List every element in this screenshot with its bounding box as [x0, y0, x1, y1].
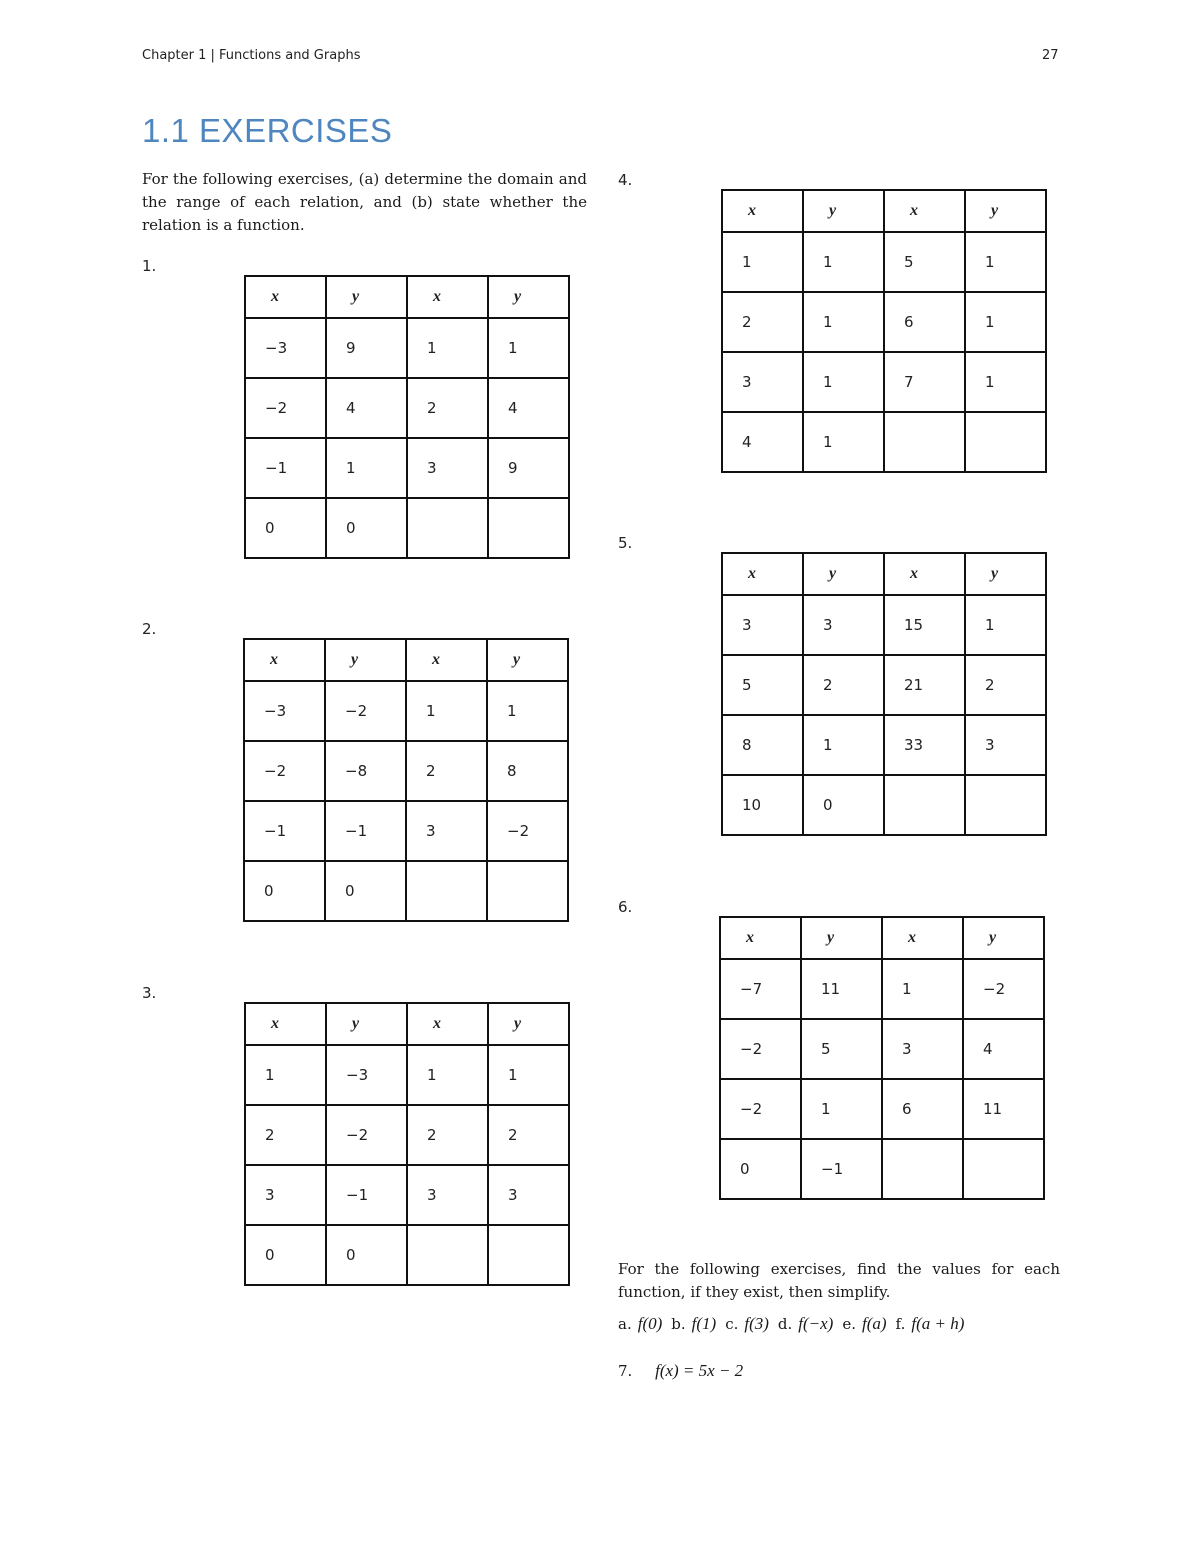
exercise-number: 6. — [618, 898, 633, 916]
table-cell — [488, 498, 569, 558]
column-header: y — [803, 190, 884, 232]
table-cell: 1 — [803, 352, 884, 412]
column-header: y — [487, 639, 568, 681]
column-header: x — [722, 190, 803, 232]
table-cell: 2 — [722, 292, 803, 352]
table-cell: 2 — [965, 655, 1046, 715]
table-cell — [882, 1139, 963, 1199]
column-header: x — [245, 1003, 326, 1045]
table-cell — [488, 1225, 569, 1285]
table-cell: −2 — [720, 1019, 801, 1079]
table-cell: 9 — [488, 438, 569, 498]
table-cell: 3 — [245, 1165, 326, 1225]
table-cell: 2 — [488, 1105, 569, 1165]
table-cell: −1 — [245, 438, 326, 498]
table-cell: 1 — [965, 292, 1046, 352]
table-row — [720, 959, 1044, 1019]
column-header: y — [803, 553, 884, 595]
table-cell: 15 — [884, 595, 965, 655]
table-cell: 1 — [406, 681, 487, 741]
choice-expression: f(a + h) — [911, 1314, 965, 1333]
table-cell: 1 — [803, 715, 884, 775]
table-cell — [407, 498, 488, 558]
exercise-table — [244, 1002, 570, 1286]
table-row — [722, 655, 1046, 715]
table-cell: 0 — [326, 498, 407, 558]
choice-label: d. — [777, 1315, 793, 1333]
table-cell: 3 — [407, 438, 488, 498]
table-cell: 3 — [488, 1165, 569, 1225]
table-cell: −2 — [720, 1079, 801, 1139]
table-cell: 1 — [722, 232, 803, 292]
exercise-number: 2. — [142, 620, 157, 638]
table-cell: 21 — [884, 655, 965, 715]
table-row — [245, 1045, 569, 1105]
column-header: x — [245, 276, 326, 318]
table-cell: 1 — [965, 352, 1046, 412]
value-choices — [618, 1314, 964, 1334]
table-cell: 1 — [487, 681, 568, 741]
exercise-table — [244, 275, 570, 559]
column-header: x — [720, 917, 801, 959]
table-header-row — [722, 190, 1046, 232]
table-cell: 3 — [406, 801, 487, 861]
exercise-table — [719, 916, 1045, 1200]
table-cell: 5 — [884, 232, 965, 292]
column-header: x — [884, 553, 965, 595]
column-header: x — [882, 917, 963, 959]
table-row — [720, 1079, 1044, 1139]
table-row — [722, 775, 1046, 835]
choice-expression: f(0) — [637, 1314, 663, 1333]
table-cell: 0 — [720, 1139, 801, 1199]
table-cell: 1 — [801, 1079, 882, 1139]
table-row — [722, 232, 1046, 292]
table-cell: −2 — [487, 801, 568, 861]
table-cell: −2 — [244, 741, 325, 801]
table-cell: 7 — [884, 352, 965, 412]
choice-label: f. — [895, 1315, 906, 1333]
column-header: x — [407, 276, 488, 318]
table-row — [245, 498, 569, 558]
table-cell: 6 — [882, 1079, 963, 1139]
table-cell: 1 — [488, 318, 569, 378]
column-header: y — [801, 917, 882, 959]
table-cell: −2 — [325, 681, 406, 741]
table-cell: 3 — [965, 715, 1046, 775]
table-cell: −1 — [325, 801, 406, 861]
table-cell: 33 — [884, 715, 965, 775]
table-row — [245, 378, 569, 438]
table-cell: 2 — [803, 655, 884, 715]
table-cell: 10 — [722, 775, 803, 835]
table-cell: 3 — [722, 352, 803, 412]
table-cell: 5 — [801, 1019, 882, 1079]
table-row — [720, 1019, 1044, 1079]
table-cell: 4 — [326, 378, 407, 438]
table-cell — [963, 1139, 1044, 1199]
running-header-page-number: 27 — [1042, 48, 1059, 63]
table-cell: 8 — [487, 741, 568, 801]
table-row — [245, 1105, 569, 1165]
table-header-row — [245, 1003, 569, 1045]
column-header: x — [722, 553, 803, 595]
table-cell — [407, 1225, 488, 1285]
table-cell: 1 — [407, 318, 488, 378]
table-row — [722, 595, 1046, 655]
table-cell — [884, 412, 965, 472]
table-cell: 1 — [803, 412, 884, 472]
table-cell: 1 — [803, 232, 884, 292]
table-cell: 1 — [803, 292, 884, 352]
choice-label: c. — [725, 1315, 739, 1333]
table-cell: −1 — [326, 1165, 407, 1225]
table-cell: 2 — [406, 741, 487, 801]
table-cell: 2 — [407, 1105, 488, 1165]
intro-functions: For the following exercises, find the values for each function, if they exist, then simplify. — [618, 1260, 1060, 1301]
table-cell: −7 — [720, 959, 801, 1019]
table-cell: −2 — [963, 959, 1044, 1019]
column-header: y — [326, 1003, 407, 1045]
table-cell: 1 — [965, 232, 1046, 292]
column-header: x — [244, 639, 325, 681]
column-header: x — [406, 639, 487, 681]
table-cell — [487, 861, 568, 921]
table-cell: 3 — [407, 1165, 488, 1225]
choice-expression: f(1) — [691, 1314, 717, 1333]
exercise-number: 7. — [618, 1362, 633, 1380]
table-cell: −1 — [801, 1139, 882, 1199]
table-cell: −3 — [326, 1045, 407, 1105]
intro-relations: For the following exercises, (a) determine the domain and the range of each relation, and (b) state whether the relation is a function. — [142, 170, 587, 234]
table-header-row — [244, 639, 568, 681]
table-cell: 5 — [722, 655, 803, 715]
choice-label: b. — [671, 1315, 686, 1333]
column-header: y — [488, 276, 569, 318]
table-cell: 1 — [407, 1045, 488, 1105]
table-cell: 0 — [326, 1225, 407, 1285]
function-definition: f(x) = 5x − 2 — [655, 1361, 744, 1380]
exercise-number: 1. — [142, 257, 157, 275]
column-header: y — [963, 917, 1044, 959]
table-cell: 0 — [803, 775, 884, 835]
column-header: y — [965, 553, 1046, 595]
table-cell: 3 — [803, 595, 884, 655]
exercise-number: 5. — [618, 534, 633, 552]
table-cell: 0 — [325, 861, 406, 921]
table-cell: 0 — [245, 1225, 326, 1285]
table-cell: 6 — [884, 292, 965, 352]
table-cell: −2 — [245, 378, 326, 438]
table-cell: 2 — [407, 378, 488, 438]
running-header-chapter: Chapter 1 | Functions and Graphs — [142, 48, 361, 63]
exercise-number: 3. — [142, 984, 157, 1002]
table-cell: 4 — [722, 412, 803, 472]
column-header: x — [407, 1003, 488, 1045]
table-row — [245, 1165, 569, 1225]
table-row — [722, 352, 1046, 412]
table-row — [244, 681, 568, 741]
table-cell: 11 — [963, 1079, 1044, 1139]
table-cell: −8 — [325, 741, 406, 801]
column-header: y — [326, 276, 407, 318]
section-title: 1.1 EXERCISES — [142, 112, 393, 149]
table-row — [244, 741, 568, 801]
exercise-table — [243, 638, 569, 922]
table-row — [722, 412, 1046, 472]
table-cell: 8 — [722, 715, 803, 775]
column-header: y — [488, 1003, 569, 1045]
table-cell — [965, 412, 1046, 472]
table-cell — [406, 861, 487, 921]
table-cell: −3 — [244, 681, 325, 741]
choice-expression: f(a) — [862, 1314, 887, 1333]
table-cell: 1 — [488, 1045, 569, 1105]
table-cell — [884, 775, 965, 835]
table-cell: −2 — [326, 1105, 407, 1165]
table-header-row — [245, 276, 569, 318]
table-cell: −3 — [245, 318, 326, 378]
table-cell: 0 — [244, 861, 325, 921]
table-cell: −1 — [244, 801, 325, 861]
table-row — [244, 861, 568, 921]
table-header-row — [722, 553, 1046, 595]
table-row — [245, 1225, 569, 1285]
table-cell: 3 — [722, 595, 803, 655]
column-header: x — [884, 190, 965, 232]
exercise-table — [721, 189, 1047, 473]
exercise-number: 4. — [618, 171, 633, 189]
column-header: y — [325, 639, 406, 681]
table-cell: 3 — [882, 1019, 963, 1079]
exercise-7 — [618, 1361, 743, 1381]
table-cell: 2 — [245, 1105, 326, 1165]
table-cell: 1 — [882, 959, 963, 1019]
table-cell: 0 — [245, 498, 326, 558]
table-row — [245, 318, 569, 378]
table-cell: 1 — [245, 1045, 326, 1105]
table-row — [722, 292, 1046, 352]
choice-expression: f(3) — [744, 1314, 769, 1333]
table-row — [245, 438, 569, 498]
table-cell: 11 — [801, 959, 882, 1019]
table-cell: 4 — [488, 378, 569, 438]
table-cell — [965, 775, 1046, 835]
choice-expression: f(−x) — [798, 1314, 834, 1333]
table-cell: 1 — [965, 595, 1046, 655]
column-header: y — [965, 190, 1046, 232]
table-header-row — [720, 917, 1044, 959]
choice-label: a. — [618, 1315, 632, 1333]
table-row — [244, 801, 568, 861]
table-cell: 9 — [326, 318, 407, 378]
table-cell: 4 — [963, 1019, 1044, 1079]
table-row — [722, 715, 1046, 775]
exercise-table — [721, 552, 1047, 836]
choice-label: e. — [842, 1315, 856, 1333]
table-row — [720, 1139, 1044, 1199]
table-cell: 1 — [326, 438, 407, 498]
